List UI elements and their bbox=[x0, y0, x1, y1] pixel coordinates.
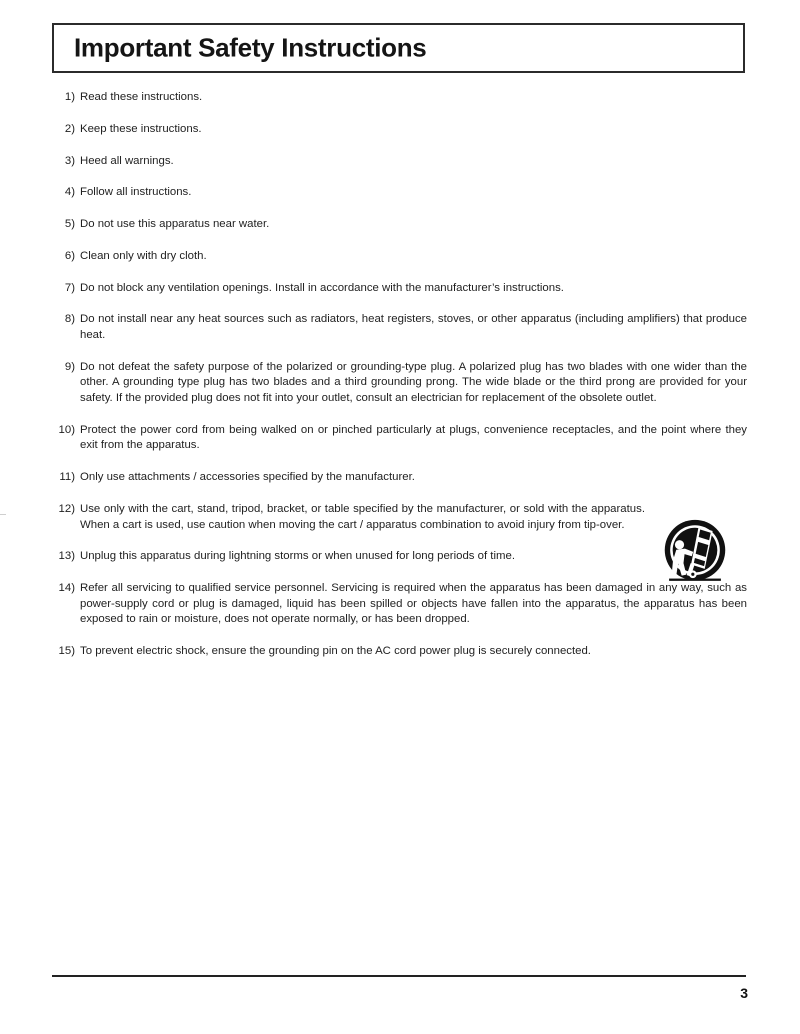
list-item bbox=[52, 502, 747, 533]
list-item-text: Refer all servicing to qualified service personnel. Servicing is required when the apparatus has been damaged in any way, such as power-supply cord or plug is damaged, liquid has been spilled or objects have fallen into the apparatus, the apparatus has been exposed to rain or moisture, does not operate normally, or has been dropped. bbox=[80, 582, 747, 626]
list-item-text: Only use attachments / accessories specified by the manufacturer. bbox=[80, 471, 415, 484]
list-item-number: 2) bbox=[64, 122, 75, 135]
list-item bbox=[52, 281, 747, 297]
list-item-number: 3) bbox=[64, 154, 75, 167]
list-item-text: Use only with the cart, stand, tripod, bracket, or table specified by the manufacturer, or sold with the apparatus. When a cart is used, use caution when moving the cart / apparatus combination to avoid injury from tip-over. bbox=[80, 502, 645, 531]
list-item bbox=[52, 644, 747, 660]
list-item-number: 11) bbox=[59, 471, 75, 484]
list-item bbox=[52, 249, 747, 265]
list-item-text: Do not use this apparatus near water. bbox=[80, 218, 270, 231]
list-item bbox=[52, 122, 747, 138]
list-item-number: 12) bbox=[58, 502, 75, 515]
list-item-text: To prevent electric shock, ensure the grounding pin on the AC cord power plug is securely connected. bbox=[80, 645, 591, 658]
list-item-number: 4) bbox=[64, 186, 75, 199]
safety-instructions-list bbox=[52, 90, 747, 676]
list-item bbox=[52, 217, 747, 233]
list-item-number: 7) bbox=[64, 281, 75, 294]
footer-divider bbox=[52, 975, 746, 977]
list-item-text: Do not install near any heat sources such as radiators, heat registers, stoves, or other apparatus (including amplifiers) that produce heat. bbox=[80, 313, 747, 342]
page-title-box bbox=[52, 23, 745, 73]
scan-artifact bbox=[0, 514, 6, 515]
list-item bbox=[52, 360, 747, 407]
list-item bbox=[52, 549, 747, 565]
list-item bbox=[52, 581, 747, 628]
list-item bbox=[52, 312, 747, 343]
list-item-text: Read these instructions. bbox=[80, 91, 203, 103]
list-item-number: 6) bbox=[64, 249, 75, 262]
list-item bbox=[52, 90, 747, 106]
list-item-number: 10) bbox=[58, 423, 75, 436]
list-item-number: 8) bbox=[64, 313, 75, 326]
page-title: Important Safety Instructions bbox=[74, 32, 427, 63]
list-item bbox=[52, 423, 747, 454]
list-item-text: Clean only with dry cloth. bbox=[80, 249, 207, 262]
list-item-number: 13) bbox=[58, 550, 75, 563]
list-item-text: Heed all warnings. bbox=[80, 154, 174, 167]
list-item-number: 14) bbox=[58, 582, 75, 595]
list-item-text: Protect the power cord from being walked on or pinched particularly at plugs, convenience receptacles, and the point where they exit from the apparatus. bbox=[80, 423, 747, 452]
list-item-number: 15) bbox=[58, 645, 75, 658]
page-number: 3 bbox=[740, 985, 748, 1001]
list-item-number: 9) bbox=[64, 360, 75, 373]
cart-tip-over-warning-icon bbox=[658, 517, 732, 589]
list-item-text: Keep these instructions. bbox=[80, 122, 202, 135]
list-item-text: Follow all instructions. bbox=[80, 186, 192, 199]
list-item-text: Unplug this apparatus during lightning storms or when unused for long periods of time. bbox=[80, 550, 515, 563]
list-item-text: Do not defeat the safety purpose of the polarized or grounding-type plug. A polarized plug has two blades with one wider than the other. A grounding type plug has two blades and a third grounding prong. The wide blade or the third prong are provided for your safety. If the provided plug does not fit into your outlet, consult an electrician for replacement of the obsolete outlet. bbox=[80, 360, 747, 405]
list-item bbox=[52, 185, 747, 201]
list-item-text: Do not block any ventilation openings. Install in accordance with the manufacturer’s instructions. bbox=[80, 281, 564, 294]
list-item-number: 1) bbox=[64, 91, 75, 103]
list-item bbox=[52, 470, 747, 486]
list-item-number: 5) bbox=[64, 218, 75, 231]
list-item bbox=[52, 154, 747, 170]
